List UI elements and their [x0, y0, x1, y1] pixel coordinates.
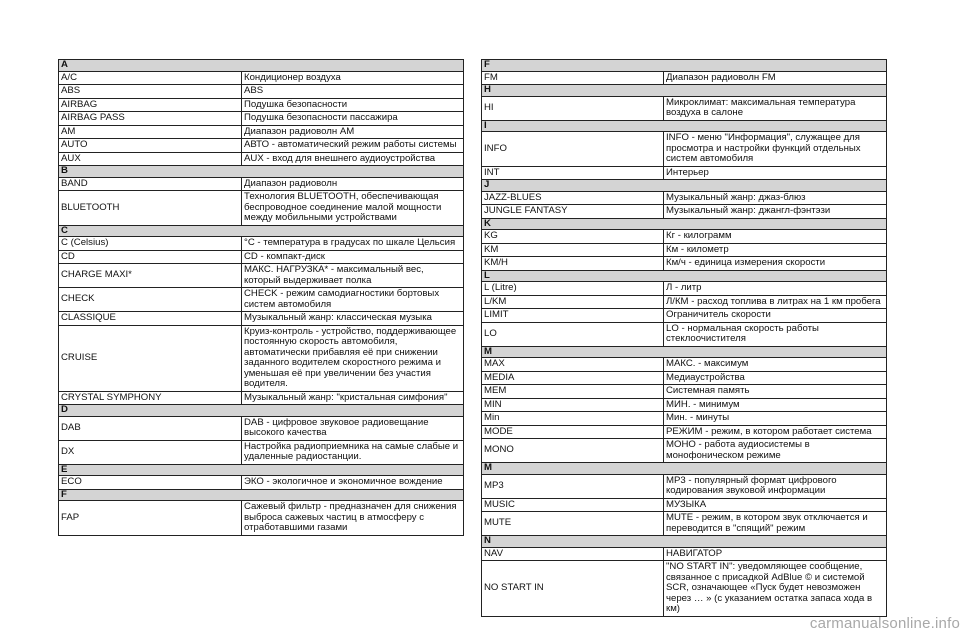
- glossary-row: [59, 264, 464, 288]
- glossary-term: DX: [59, 440, 242, 464]
- glossary-row: [59, 112, 464, 126]
- glossary-row: [59, 250, 464, 264]
- glossary-definition: MP3 - популярный формат цифрового кодирования звуковой информации: [664, 474, 887, 498]
- glossary-definition: МИН. - минимум: [664, 398, 887, 412]
- section-header-row: [482, 218, 887, 230]
- glossary-term: MUTE: [482, 512, 664, 536]
- section-header-row: [482, 536, 887, 548]
- glossary-row: [482, 358, 887, 372]
- glossary-definition: МАКС. НАГРУЗКА* - максимальный вес, который выдерживает полка: [242, 264, 464, 288]
- glossary-term: FAP: [59, 501, 242, 536]
- glossary-definition: Кг - килограмм: [664, 230, 887, 244]
- glossary-definition: Технология BLUETOOTH, обеспечивающая беспроводное соединение малой мощности между мобильными устройствами: [242, 191, 464, 226]
- glossary-definition: Сажевый фильтр - предназначен для снижения выброса сажевых частиц в атмосферу с отработавшими газами: [242, 501, 464, 536]
- section-header-row: [59, 225, 464, 237]
- glossary-row: [59, 191, 464, 226]
- glossary-row: [59, 391, 464, 405]
- glossary-term: L/KM: [482, 295, 664, 309]
- glossary-term: CHECK: [59, 288, 242, 312]
- glossary-term: INT: [482, 166, 664, 180]
- glossary-row: [482, 425, 887, 439]
- glossary-definition: Музыкальный жанр: "кристальная симфония": [242, 391, 464, 405]
- glossary-term: MODE: [482, 425, 664, 439]
- section-letter: F: [59, 489, 464, 501]
- section-letter: I: [482, 120, 887, 132]
- glossary-definition: НАВИГАТОР: [664, 547, 887, 561]
- glossary-row: [59, 325, 464, 391]
- section-header-row: [59, 166, 464, 178]
- glossary-definition: Кондиционер воздуха: [242, 71, 464, 85]
- glossary-row: [482, 398, 887, 412]
- glossary-row: [482, 371, 887, 385]
- glossary-row: [482, 295, 887, 309]
- glossary-term: MEDIA: [482, 371, 664, 385]
- glossary-definition: AUX - вход для внешнего аудиоустройства: [242, 152, 464, 166]
- glossary-definition: МАКС. - максимум: [664, 358, 887, 372]
- glossary-term: A/C: [59, 71, 242, 85]
- glossary-definition: Мин. - минуты: [664, 412, 887, 426]
- glossary-term: AUX: [59, 152, 242, 166]
- section-header-row: [59, 60, 464, 72]
- glossary-definition: Медиаустройства: [664, 371, 887, 385]
- glossary-row: [59, 177, 464, 191]
- glossary-body-left: [59, 60, 464, 536]
- glossary-term: MEM: [482, 385, 664, 399]
- glossary-definition: Музыкальный жанр: классическая музыка: [242, 312, 464, 326]
- glossary-row: [59, 288, 464, 312]
- section-header-row: [482, 346, 887, 358]
- glossary-definition: Л/КМ - расход топлива в литрах на 1 км пробега: [664, 295, 887, 309]
- glossary-table-right: [481, 59, 887, 617]
- glossary-row: [482, 243, 887, 257]
- section-letter: M: [482, 346, 887, 358]
- glossary-term: KM/H: [482, 257, 664, 271]
- section-letter: C: [59, 225, 464, 237]
- glossary-row: [482, 561, 887, 617]
- glossary-definition: "NO START IN": уведомляющее сообщение, связанное с присадкой AdBlue © и системой SCR, означающее «Пуск будет невозможен через … » (с указанием остатка запаса хода в км): [664, 561, 887, 617]
- glossary-body-right: [482, 60, 887, 617]
- glossary-term: Min: [482, 412, 664, 426]
- glossary-term: BLUETOOTH: [59, 191, 242, 226]
- glossary-definition: ABS: [242, 85, 464, 99]
- glossary-row: [482, 439, 887, 463]
- glossary-row: [482, 547, 887, 561]
- glossary-row: [482, 498, 887, 512]
- glossary-definition: Км/ч - единица измерения скорости: [664, 257, 887, 271]
- glossary-row: [59, 476, 464, 490]
- section-letter: N: [482, 536, 887, 548]
- glossary-term: AIRBAG: [59, 98, 242, 112]
- glossary-definition: LO - нормальная скорость работы стеклоочистителя: [664, 322, 887, 346]
- glossary-definition: Музыкальный жанр: джангл-фэнтэзи: [664, 205, 887, 219]
- glossary-row: [482, 282, 887, 296]
- glossary-term: INFO: [482, 132, 664, 167]
- glossary-term: AM: [59, 125, 242, 139]
- glossary-row: [482, 230, 887, 244]
- glossary-definition: CHECK - режим самодиагностики бортовых систем автомобиля: [242, 288, 464, 312]
- section-letter: J: [482, 180, 887, 192]
- glossary-term: LO: [482, 322, 664, 346]
- section-header-row: [59, 405, 464, 417]
- glossary-term: L (Litre): [482, 282, 664, 296]
- section-letter: E: [59, 464, 464, 476]
- glossary-definition: ЭКО - экологичное и экономичное вождение: [242, 476, 464, 490]
- glossary-row: [59, 71, 464, 85]
- glossary-term: ECO: [59, 476, 242, 490]
- glossary-term: LIMIT: [482, 309, 664, 323]
- glossary-term: AUTO: [59, 139, 242, 153]
- watermark: carmanualsonline.info: [809, 615, 960, 632]
- glossary-term: KM: [482, 243, 664, 257]
- section-header-row: [482, 60, 887, 72]
- glossary-definition: МОНО - работа аудиосистемы в монофоническом режиме: [664, 439, 887, 463]
- glossary-definition: АВТО - автоматический режим работы системы: [242, 139, 464, 153]
- section-header-row: [59, 489, 464, 501]
- glossary-term: NAV: [482, 547, 664, 561]
- glossary-definition: Музыкальный жанр: джаз-блюз: [664, 191, 887, 205]
- glossary-definition: Ограничитель скорости: [664, 309, 887, 323]
- glossary-row: [482, 412, 887, 426]
- glossary-row: [59, 139, 464, 153]
- glossary-row: [482, 132, 887, 167]
- glossary-row: [482, 257, 887, 271]
- glossary-row: [482, 71, 887, 85]
- glossary-definition: Подушка безопасности: [242, 98, 464, 112]
- section-letter: M: [482, 463, 887, 475]
- glossary-term: MUSIC: [482, 498, 664, 512]
- glossary-definition: Диапазон радиоволн FM: [664, 71, 887, 85]
- section-header-row: [482, 85, 887, 97]
- glossary-definition: Интерьер: [664, 166, 887, 180]
- glossary-row: [59, 501, 464, 536]
- section-letter: A: [59, 60, 464, 72]
- glossary-row: [482, 96, 887, 120]
- section-letter: L: [482, 270, 887, 282]
- glossary-row: [482, 322, 887, 346]
- section-header-row: [482, 463, 887, 475]
- glossary-definition: МУЗЫКА: [664, 498, 887, 512]
- glossary-definition: °C - температура в градусах по шкале Цельсия: [242, 237, 464, 251]
- glossary-row: [482, 166, 887, 180]
- section-header-row: [482, 120, 887, 132]
- section-letter: H: [482, 85, 887, 97]
- glossary-row: [59, 85, 464, 99]
- glossary-term: MP3: [482, 474, 664, 498]
- glossary-row: [59, 237, 464, 251]
- glossary-term: CRYSTAL SYMPHONY: [59, 391, 242, 405]
- glossary-row: [59, 312, 464, 326]
- glossary-term: AIRBAG PASS: [59, 112, 242, 126]
- glossary-term: C (Celsius): [59, 237, 242, 251]
- glossary-row: [482, 191, 887, 205]
- glossary-term: NO START IN: [482, 561, 664, 617]
- glossary-term: MIN: [482, 398, 664, 412]
- glossary-definition: Настройка радиоприемника на самые слабые и удаленные радиостанции.: [242, 440, 464, 464]
- section-header-row: [482, 270, 887, 282]
- glossary-term: MONO: [482, 439, 664, 463]
- glossary-row: [482, 205, 887, 219]
- glossary-term: JUNGLE FANTASY: [482, 205, 664, 219]
- glossary-term: JAZZ-BLUES: [482, 191, 664, 205]
- glossary-definition: DAB - цифровое звуковое радиовещание высокого качества: [242, 416, 464, 440]
- glossary-row: [59, 98, 464, 112]
- section-header-row: [59, 464, 464, 476]
- glossary-row: [482, 474, 887, 498]
- glossary-term: BAND: [59, 177, 242, 191]
- glossary-definition: MUTE - режим, в котором звук отключается и переводится в "спящий" режим: [664, 512, 887, 536]
- glossary-term: KG: [482, 230, 664, 244]
- glossary-definition: Микроклимат: максимальная температура воздуха в салоне: [664, 96, 887, 120]
- glossary-term: MAX: [482, 358, 664, 372]
- glossary-row: [59, 440, 464, 464]
- glossary-definition: Круиз-контроль - устройство, поддерживающее постоянную скорость автомобиля, автоматически прибавляя её при снижении заданного водителем скоростного режима и уменьшая её при увеличении без участия водителя.: [242, 325, 464, 391]
- glossary-definition: Л - литр: [664, 282, 887, 296]
- glossary-definition: INFO - меню "Информация", служащее для просмотра и настройки функций отдельных систем автомобиля: [664, 132, 887, 167]
- glossary-row: [59, 152, 464, 166]
- glossary-term: CLASSIQUE: [59, 312, 242, 326]
- section-header-row: [482, 180, 887, 192]
- section-letter: K: [482, 218, 887, 230]
- glossary-term: CRUISE: [59, 325, 242, 391]
- glossary-definition: Диапазон радиоволн AM: [242, 125, 464, 139]
- glossary-row: [482, 309, 887, 323]
- glossary-definition: Диапазон радиоволн: [242, 177, 464, 191]
- glossary-row: [482, 385, 887, 399]
- glossary-term: FM: [482, 71, 664, 85]
- glossary-definition: Км - километр: [664, 243, 887, 257]
- section-letter: F: [482, 60, 887, 72]
- glossary-definition: РЕЖИМ - режим, в котором работает система: [664, 425, 887, 439]
- glossary-term: ABS: [59, 85, 242, 99]
- glossary-term: DAB: [59, 416, 242, 440]
- glossary-definition: Подушка безопасности пассажира: [242, 112, 464, 126]
- glossary-definition: Системная память: [664, 385, 887, 399]
- glossary-row: [482, 512, 887, 536]
- glossary-row: [59, 125, 464, 139]
- section-letter: B: [59, 166, 464, 178]
- glossary-term: CHARGE MAXI*: [59, 264, 242, 288]
- glossary-row: [59, 416, 464, 440]
- glossary-term: HI: [482, 96, 664, 120]
- section-letter: D: [59, 405, 464, 417]
- glossary-table-left: [58, 59, 464, 536]
- glossary-definition: CD - компакт-диск: [242, 250, 464, 264]
- glossary-term: CD: [59, 250, 242, 264]
